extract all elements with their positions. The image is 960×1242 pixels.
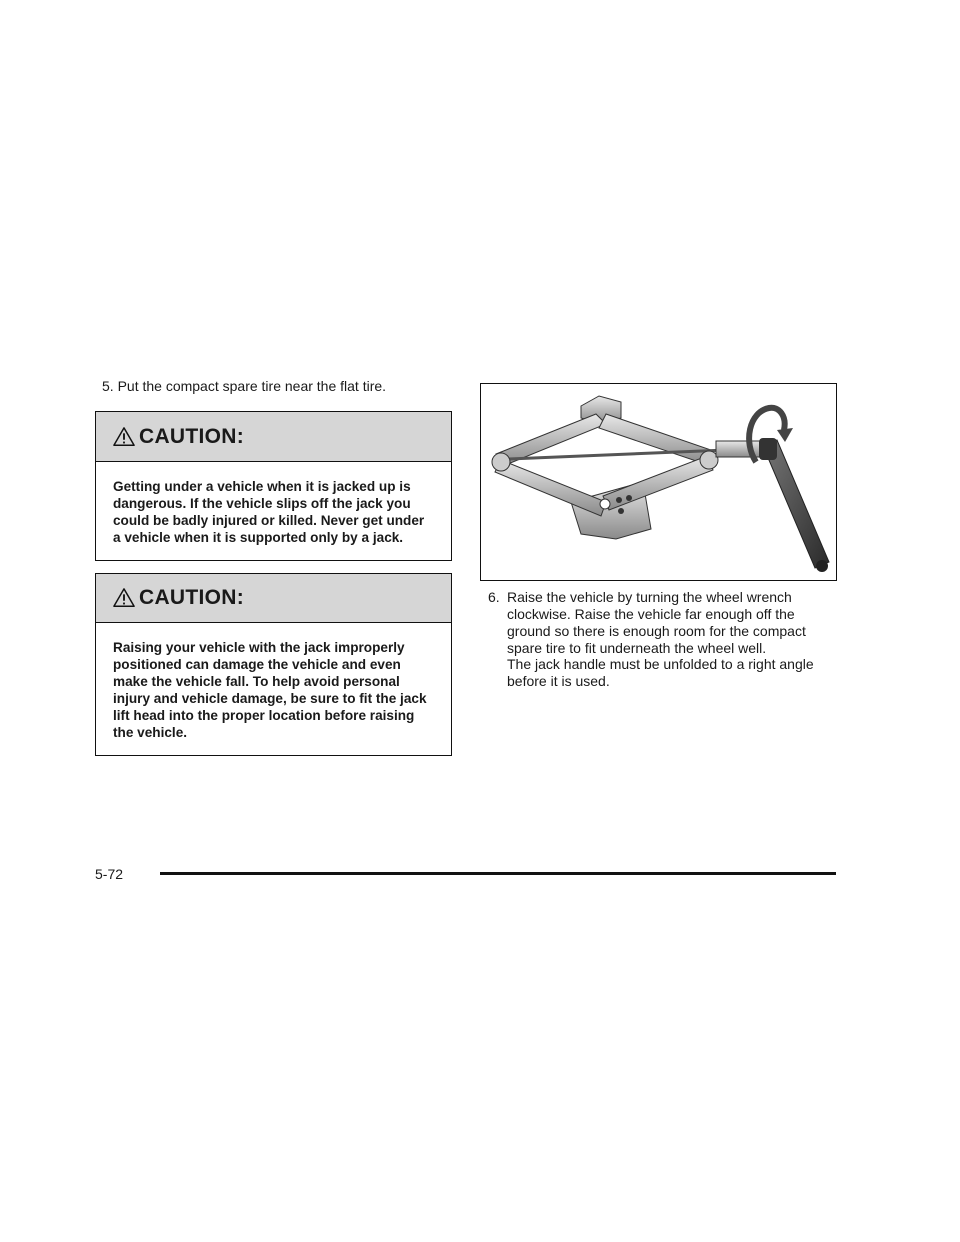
caution-header xyxy=(96,412,451,462)
warning-triangle-icon xyxy=(113,587,135,609)
caution-box-2 xyxy=(95,573,452,756)
step-6-text: Raise the vehicle by turning the wheel wrench clockwise. Raise the vehicle far enough off the ground so there is enough room for the compact spare tire to fit underneath the wheel well. xyxy=(507,589,806,656)
jack-figure-svg xyxy=(481,384,836,580)
warning-triangle-icon xyxy=(113,426,135,448)
step-number: 6. xyxy=(488,589,500,605)
caution-title: CAUTION: xyxy=(139,424,245,448)
page-number: 5-72 xyxy=(95,866,124,882)
caution-header xyxy=(96,574,451,623)
footer-rule xyxy=(160,872,836,875)
caution-box-1 xyxy=(95,411,452,561)
step-5-text: 5. Put the compact spare tire near the flat tire. xyxy=(102,378,387,394)
caution-text: Raising your vehicle with the jack improperly positioned can damage the vehicle and even make the vehicle fall. To help avoid personal injury and vehicle damage, be sure to fit the jack lift head into the proper location before raising the vehicle. xyxy=(113,640,427,740)
scissor-jack-illustration xyxy=(480,383,837,581)
caution-title: CAUTION: xyxy=(139,586,245,609)
jack-handle-note: The jack handle must be unfolded to a right angle before it is used. xyxy=(507,656,814,689)
step-6 xyxy=(488,589,833,657)
caution-text: Getting under a vehicle when it is jacked up is dangerous. If the vehicle slips off the jack you could be badly injured or killed. Never get under a vehicle when it is supported only by a jack. xyxy=(113,479,425,545)
